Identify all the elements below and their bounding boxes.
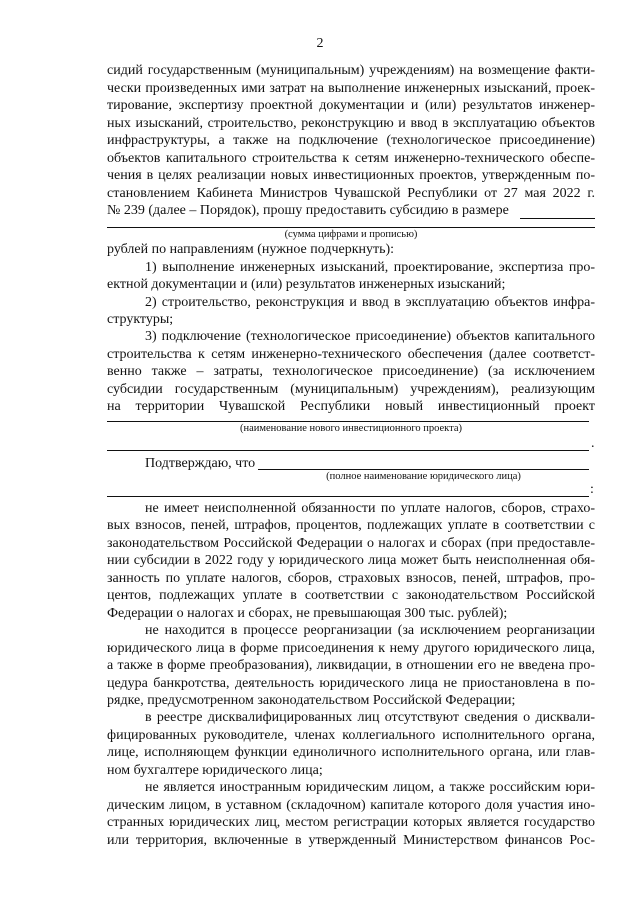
amount-caption: (сумма цифрами и прописью): [284, 229, 418, 240]
confirm-lead: Подтверждаю, что: [145, 456, 256, 471]
legal-entity-caption: (полное наименование юридического лица): [326, 471, 521, 482]
project-caption: (наименование нового инвестиционного проекта): [239, 423, 463, 434]
intro-last-line: № 239 (далее – Порядок), прошу предоставить субсидию в размере: [107, 203, 509, 218]
direction-item: 2) строительство, реконструкция и ввод в эксплуатацию объектов инфра-: [145, 295, 595, 310]
condition-line: или территория, включенные в утвержденный Министерством финансов Рос-: [107, 833, 595, 848]
condition-line: ном бухгалтере юридического лица;: [107, 763, 323, 778]
intro-line: инфраструктуры, а также на подключение (технологическое присоединение): [107, 133, 595, 148]
condition-line: Федерации о налогах и сборах, не превышающая 300 тыс. рублей);: [107, 606, 508, 621]
condition-line: нии субсидии в 2022 году у юридического лица может быть неисполненная обя-: [107, 553, 595, 568]
intro-line: сидий государственным (муниципальным) учреждениям) на возмещение факти-: [107, 63, 595, 78]
condition-line: занность по уплате налогов, сборов, страховых взносов, пеней, штрафов, про-: [107, 571, 595, 586]
condition-line: фицированных руководителе, членах коллегиального исполнительного органа,: [107, 728, 595, 743]
condition-line: юридического лица в форме присоединения к нему другого юридического лица,: [107, 641, 595, 656]
intro-line: тирование, экспертизу проектной документации и (или) результатов инженер-: [107, 98, 595, 113]
condition-line: рядке, предусмотренном законодательством Российской Федерации;: [107, 693, 516, 708]
intro-line: становлением Кабинета Министров Чувашской Республики от 27 мая 2022 г.: [107, 186, 595, 201]
project-name-line-2[interactable]: [107, 450, 589, 451]
condition-line: дическим лицом, в уставном (складочном) капитале которого доля участия ино-: [107, 798, 595, 813]
condition-line: законодательством Российской Федерации о налогах и сборах (при предоставле-: [107, 536, 595, 551]
condition-line: а также в форме преобразования), ликвидации, в отношении его не введена про-: [107, 658, 595, 673]
legal-entity-name-line[interactable]: [258, 469, 589, 470]
legal-entity-name-line-2[interactable]: [107, 496, 589, 497]
page-number: 2: [316, 36, 324, 51]
period-mark: .: [591, 436, 595, 451]
amount-field-line[interactable]: [107, 227, 595, 228]
condition-line: центов, подлежащих уплате в соответствии с законодательством Российской: [107, 588, 595, 603]
condition-line: цедура банкротства, деятельность юридического лица не приостановлена в по-: [107, 676, 595, 691]
direction-item: 1) выполнение инженерных изысканий, проектирование, экспертиза про-: [145, 260, 595, 275]
condition-line: не является иностранным юридическим лицом, а также российским юри-: [145, 780, 595, 795]
colon-mark: :: [590, 482, 594, 497]
condition-line: не находится в процессе реорганизации (за исключением реорганизации: [145, 623, 595, 638]
condition-line: вых взносов, пеней, штрафов, процентов, подлежащих уплате в соответствии с: [107, 518, 595, 533]
condition-line: в реестре дисквалифицированных лиц отсутствуют сведения о дисквали-: [145, 710, 595, 725]
direction-item: на территории Чувашской Республики новый инвестиционный проект: [107, 399, 595, 414]
directions-lead: рублей по направлениям (нужное подчеркнуть):: [107, 242, 395, 257]
direction-item: венно также – затраты, технологическое присоединение) (за исключением: [107, 364, 595, 379]
intro-line: чески произведенных ими затрат на выполнение инженерных изысканий, проек-: [107, 81, 595, 96]
condition-line: не имеет неисполненной обязанности по уплате налогов, сборов, страхо-: [145, 501, 595, 516]
direction-item: 3) подключение (технологическое присоединение) объектов капитального: [145, 329, 595, 344]
subsidy-amount-blank[interactable]: [520, 218, 595, 219]
direction-item: субсидии государственным (муниципальным) учреждениям), реализующим: [107, 382, 595, 397]
intro-line: чения в целях реализации новых инвестиционных проектов, утвержденным по-: [107, 168, 595, 183]
project-name-line[interactable]: [107, 421, 589, 422]
direction-item: структуры;: [107, 312, 174, 327]
intro-line: ных изысканий, строительство, реконструкцию и ввод в эксплуатацию объектов: [107, 116, 595, 131]
direction-item: ектной документации и (или) результатов инженерных изысканий;: [107, 277, 506, 292]
condition-line: лице, исполняющем функции единоличного исполнительного органа, или глав-: [107, 745, 595, 760]
condition-line: странных юридических лиц, местом регистрации которых является государство: [107, 815, 595, 830]
intro-line: объектов капитального строительства к сетям инженерно-технического обеспе-: [107, 151, 595, 166]
direction-item: строительства к сетям инженерно-технического обеспечения (далее соответст-: [107, 347, 595, 362]
